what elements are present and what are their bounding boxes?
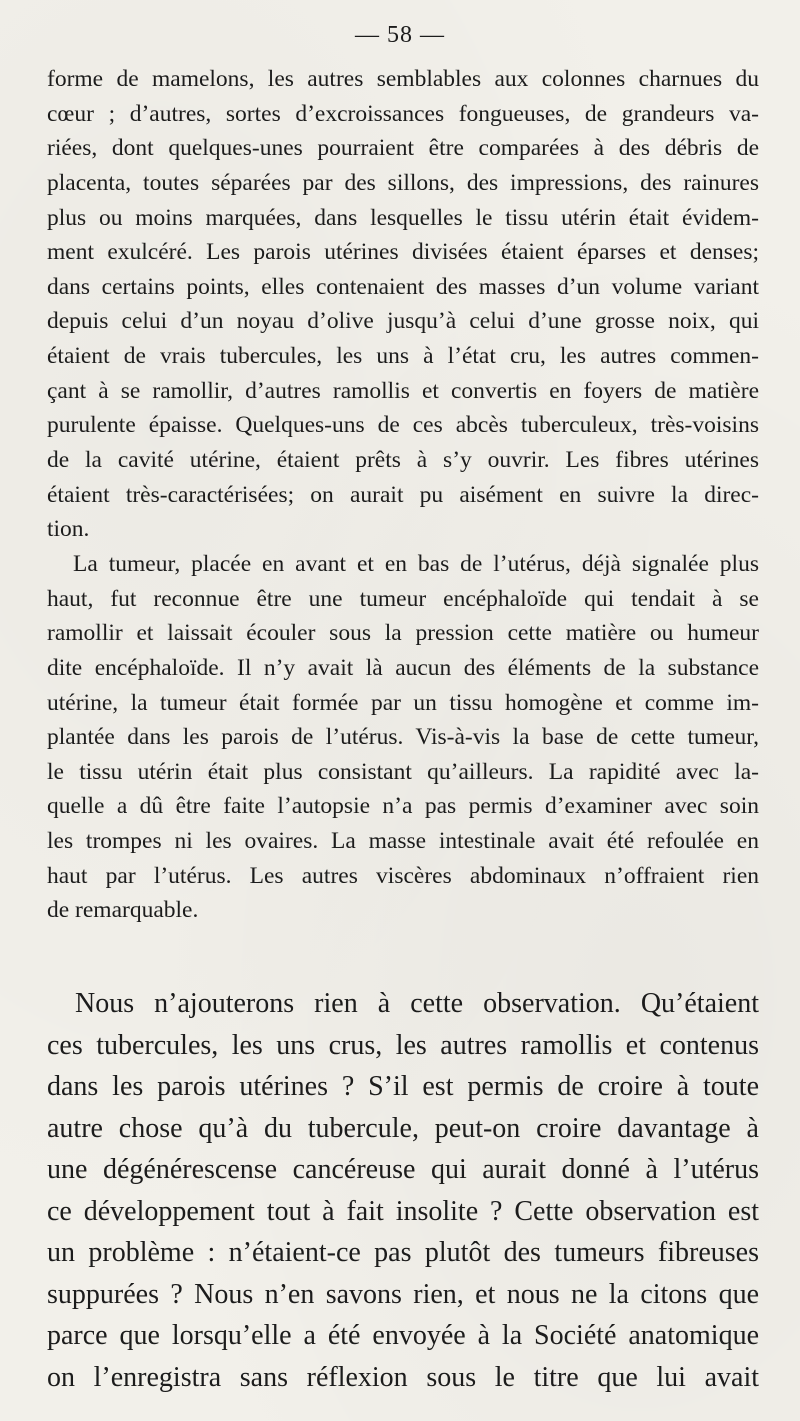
text-line: plus ou moins marquées, dans lesquelles le tissu utérin était évidem- (47, 204, 759, 231)
text-line: purulente épaisse. Quelques-uns de ces abcès tuberculeux, très-voisins (47, 412, 759, 439)
paragraph-commentary (47, 983, 759, 1398)
observation-text-small (47, 62, 759, 928)
text-line: çant à se ramollir, d’autres ramollis et convertis en foyers de matière (47, 377, 759, 404)
text-line: dans certains points, elles contenaient des masses d’un volume variant (47, 273, 759, 300)
text-line: tion. (47, 516, 90, 543)
text-line: cœur ; d’autres, sortes d’excroissances fongueuses, de grandeurs va- (47, 100, 759, 127)
text-line: le tissu utérin était plus consistant qu’ailleurs. La rapidité avec la- (47, 758, 759, 785)
text-line: étaient de vrais tubercules, les uns à l’état cru, les autres commen- (47, 343, 759, 370)
text-line: les trompes ni les ovaires. La masse intestinale avait été refoulée en (47, 828, 759, 855)
text-line: de remarquable. (47, 897, 199, 924)
text-line: La tumeur, placée en avant et en bas de l’utérus, déjà signalée plus (73, 550, 759, 577)
text-line: un problème : n’étaient-ce pas plutôt des tumeurs fibreuses (47, 1237, 759, 1268)
text-line: utérine, la tumeur était formée par un tissu homogène et comme im- (47, 689, 759, 716)
text-line: ce développement tout à fait insolite ? Cette observation est (47, 1195, 759, 1227)
text-line: dans les parois utérines ? S’il est permis de croire à toute (47, 1071, 759, 1102)
paragraph-autopsy-uterus (47, 62, 759, 547)
text-line: haut, fut reconnue être une tumeur encéphaloïde qui tendait à se (47, 585, 759, 612)
text-line: suppurées ? Nous n’en savons rien, et nous ne la citons que (47, 1278, 759, 1310)
text-line: de la cavité utérine, étaient prêts à s’y ouvrir. Les fibres utérines (47, 447, 759, 474)
text-line: ment exulcéré. Les parois utérines divisées étaient éparses et denses; (47, 239, 759, 266)
text-line: dite encéphaloïde. Il n’y avait là aucun des éléments de la substance (47, 654, 759, 681)
text-line: étaient très-caractérisées; on aurait pu aisément en suivre la direc- (47, 481, 759, 508)
text-line: haut par l’utérus. Les autres viscères abdominaux n’offraient rien (47, 862, 759, 889)
text-line: on l’enregistra sans réflexion sous le titre que lui avait (47, 1361, 759, 1393)
text-line: une dégénérescense cancéreuse qui aurait donné à l’utérus (47, 1154, 759, 1185)
paragraph-tumor (47, 547, 759, 928)
text-line: plantée dans les parois de l’utérus. Vis-à-vis la base de cette tumeur, (47, 724, 759, 751)
text-line: Nous n’ajouterons rien à cette observation. Qu’étaient (75, 988, 759, 1019)
text-line: quelle a dû être faite l’autopsie n’a pas permis d’examiner avec soin (47, 793, 759, 820)
text-line: placenta, toutes séparées par des sillons, des impressions, des rainures (47, 169, 759, 196)
text-line: forme de mamelons, les autres semblables aux colonnes charnues du (47, 66, 759, 92)
text-line: ramollir et laissait écouler sous la pression cette matière ou humeur (47, 620, 759, 647)
commentary-text-large (47, 983, 759, 1398)
page-number: — 58 — (355, 22, 445, 48)
text-line: depuis celui d’un noyau d’olive jusqu’à celui d’une grosse noix, qui (47, 308, 759, 335)
text-line: parce que lorsqu’elle a été envoyée à la Société anatomique (47, 1320, 759, 1351)
text-line: riées, dont quelques-unes pourraient être comparées à des débris de (47, 135, 759, 162)
text-line: autre chose qu’à du tubercule, peut-on croire davantage à (47, 1112, 759, 1144)
text-line: ces tubercules, les uns crus, les autres ramollis et contenus (47, 1029, 759, 1061)
